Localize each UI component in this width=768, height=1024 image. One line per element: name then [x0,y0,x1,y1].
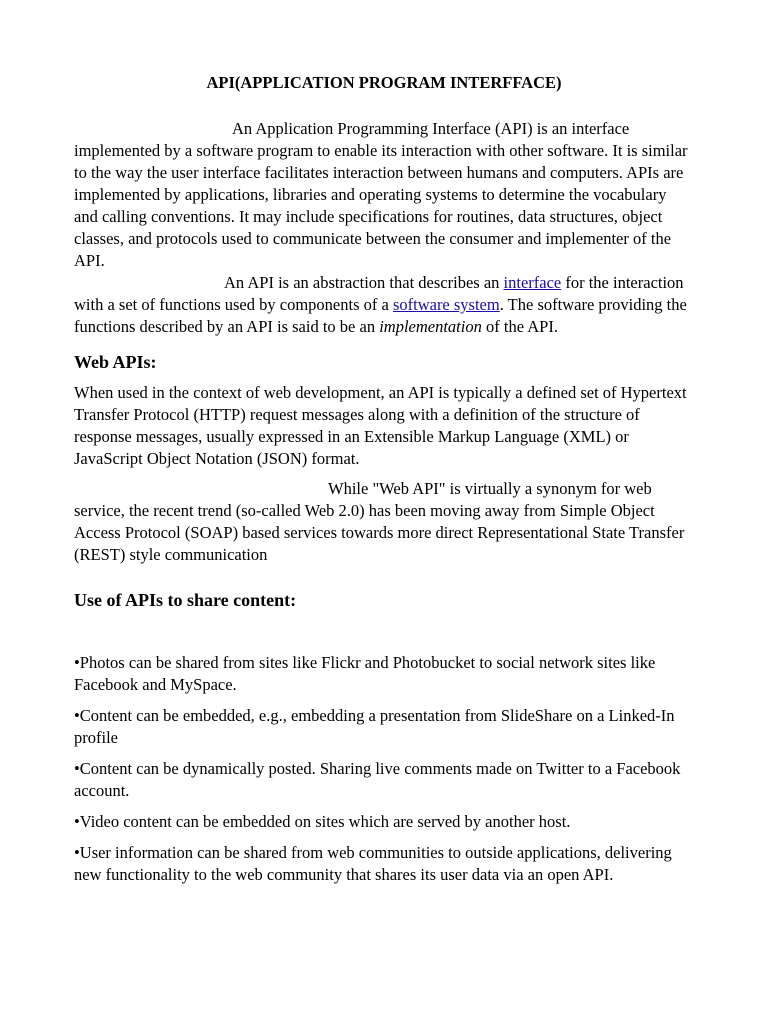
list-item: •Photos can be shared from sites like Flickr and Photobucket to social network sites like Facebook and MySpace. [74,653,656,694]
implementation-emphasis: implementation [379,317,482,336]
abstraction-text-1: An API is an abstraction that describes an [224,273,504,292]
abstraction-text-3: . The software providing the functions described by an API is said to be an [74,295,687,336]
web-apis-paragraph-2: While "Web API" is virtually a synonym for web service, the recent trend (so-called Web 2.0) has been moving away from Simple Object Access Protocol (SOAP) based services towards more direct Representational State Transfer (REST) style communication [74,479,685,564]
document-page [74,72,694,895]
web-apis-heading: Web APIs: [74,352,157,372]
intro-paragraph: An Application Programming Interface (API) is an interface implemented by a software program to enable its interaction with other software. It is similar to the way the user interface facilitates interaction between humans and computers. APIs are implemented by applications, libraries and operating systems to determine the vocabulary and calling conventions. It may include specifications for routines, data structures, object classes, and protocols used to communicate between the consumer and implementer of the API. [74,119,688,270]
share-content-heading: Use of APIs to share content: [74,590,297,610]
abstraction-text-2: for the interaction with a set of functions used by components of a [74,273,684,314]
list-item: •Content can be embedded, e.g., embedding a presentation from SlideShare on a Linked-In profile [74,706,675,747]
abstraction-text-4: of the API. [481,317,558,336]
list-item: •Video content can be embedded on sites which are served by another host. [74,812,571,831]
list-item: •Content can be dynamically posted. Sharing live comments made on Twitter to a Facebook account. [74,759,681,800]
software-system-link[interactable]: software system [392,295,500,314]
interface-link[interactable]: interface [503,273,562,292]
list-item: •User information can be shared from web communities to outside applications, delivering new functionality to the web community that shares its user data via an open API. [74,843,672,884]
web-apis-paragraph-1: When used in the context of web development, an API is typically a defined set of Hypertext Transfer Protocol (HTTP) request messages along with a definition of the structure of response messages, usually expressed in an Extensible Markup Language (XML) or JavaScript Object Notation (JSON) format. [74,383,687,468]
abstraction-paragraph [74,272,694,338]
document-title: API(APPLICATION PROGRAM INTERFFACE) [206,73,562,92]
